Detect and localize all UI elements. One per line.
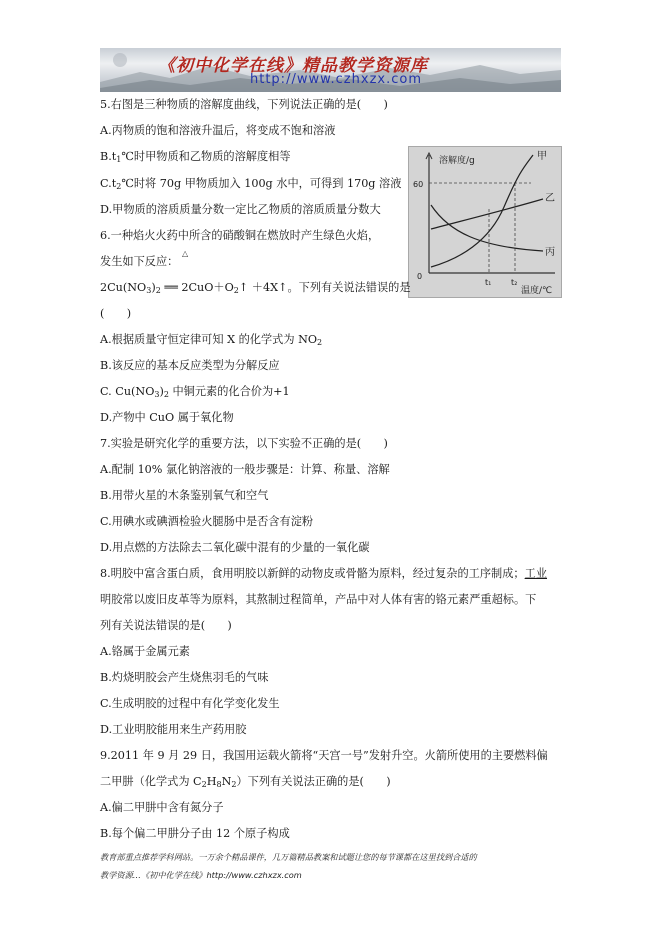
- q8-stem-line1: 8.明胶中富含蛋白质，食用明胶以新鲜的动物皮或骨骼为原料，经过复杂的工序制成；工业: [100, 567, 548, 580]
- q8-option-c: C.生成明胶的过程中有化学变化发生: [100, 697, 280, 710]
- q6-answer-paren: ( ): [100, 307, 132, 320]
- graph-label-jia: 甲: [537, 151, 547, 162]
- graph-origin-label: 0: [417, 272, 423, 281]
- q8-option-b: B.灼烧明胶会产生烧焦羽毛的气味: [100, 671, 269, 684]
- q5-option-c: $C.t_2℃$时将 70g 甲物质加入 100g 水中，可得到 170g 溶液: [100, 177, 402, 191]
- q7-option-b: B.用带火星的木条鉴别氧气和空气: [100, 489, 269, 502]
- q9-option-b: B.每个偏二甲肼分子由 12 个原子构成: [100, 827, 290, 840]
- solubility-graph: [408, 146, 562, 298]
- q6-option-b: B.该反应的基本反应类型为分解反应: [100, 359, 280, 372]
- q5-option-d: D.甲物质的溶质质量分数一定比乙物质的溶质质量分数大: [100, 203, 381, 216]
- graph-y60-label: 60: [413, 180, 424, 189]
- graph-label-yi: 乙: [545, 193, 555, 204]
- footer-line2: 教学资源…《初中化学在线》http://www.czhxzx.com: [100, 870, 302, 880]
- q7-option-c: C.用碘水或碘酒检验火腿肠中是否含有淀粉: [100, 515, 314, 528]
- graph-ylabel: 溶解度/g: [439, 156, 475, 166]
- q5-option-a: A.丙物质的饱和溶液升温后，将变成不饱和溶液: [100, 124, 336, 137]
- q8-stem-line3: 列有关说法错误的是( ): [100, 619, 232, 632]
- q6-stem-line1: 6.一种焰火火药中所含的硝酸铜在燃放时产生绿色火焰，: [100, 229, 380, 242]
- q6-stem-line2: 发生如下反应：: [100, 255, 179, 268]
- q5-stem: 5.右图是三种物质的溶解度曲线，下列说法正确的是( ): [100, 98, 388, 111]
- q6-equation: $2Cu(NO_3)_2$ ══ $2CuO+O_2↑$ ＋4X↑。下列有关说法错误的是: [100, 281, 411, 295]
- q7-option-a: A.配制 10% 氯化钠溶液的一般步骤是：计算、称量、溶解: [100, 463, 390, 476]
- graph-t1-label: t₁: [485, 278, 492, 287]
- header-banner: [100, 48, 561, 92]
- graph-t2-label: t₂: [511, 278, 518, 287]
- q5-option-b: $B.t_1℃$时甲物质和乙物质的溶解度相等: [100, 150, 291, 164]
- q9-option-a: A.偏二甲肼中含有氮分子: [100, 801, 224, 814]
- q8-option-d: D.工业明胶能用来生产药用胶: [100, 723, 247, 736]
- q8-stem-line2: 明胶常以废旧皮革等为原料，其熬制过程简单，产品中对人体有害的铬元素严重超标。下: [100, 593, 537, 606]
- q6-option-c: C. $Cu(NO_3)_2$ 中铜元素的化合价为+1: [100, 385, 290, 399]
- footer-url[interactable]: http://www.czhxzx.com: [206, 870, 302, 880]
- q7-stem: 7.实验是研究化学的重要方法，以下实验不正确的是( ): [100, 437, 388, 450]
- graph-xlabel: 温度/℃: [521, 286, 553, 296]
- graph-label-bing: 丙: [545, 247, 555, 258]
- q9-stem-line1: 9.2011 年 9 月 29 日，我国用运载火箭将“天宫一号”发射升空。火箭所使用的主要燃料偏: [100, 749, 548, 762]
- q8-option-a: A.铬属于金属元素: [100, 645, 190, 658]
- footer-line1: 教育部重点推荐学科网站。一万余个精品课件，几万篇精品教案和试题让您的每节课都在这里找到合适的: [100, 852, 477, 862]
- curve-jia: [431, 155, 533, 267]
- delta-symbol: △: [182, 249, 189, 258]
- banner-url[interactable]: http://www.czhxzx.com: [250, 72, 422, 87]
- q6-option-d: D.产物中 CuO 属于氧化物: [100, 411, 234, 424]
- q9-stem-line2: 二甲肼（化学式为 $C_2H_8N_2$）下列有关说法正确的是( ): [100, 775, 391, 789]
- q7-option-d: D.用点燃的方法除去二氧化碳中混有的少量的一氧化碳: [100, 541, 370, 554]
- q6-option-a: A.根据质量守恒定律可知 X 的化学式为 $NO_2$: [100, 333, 323, 347]
- curve-yi: [431, 199, 543, 229]
- banner-title: 《初中化学在线》精品教学资源库: [158, 56, 428, 76]
- curve-bing: [431, 205, 543, 251]
